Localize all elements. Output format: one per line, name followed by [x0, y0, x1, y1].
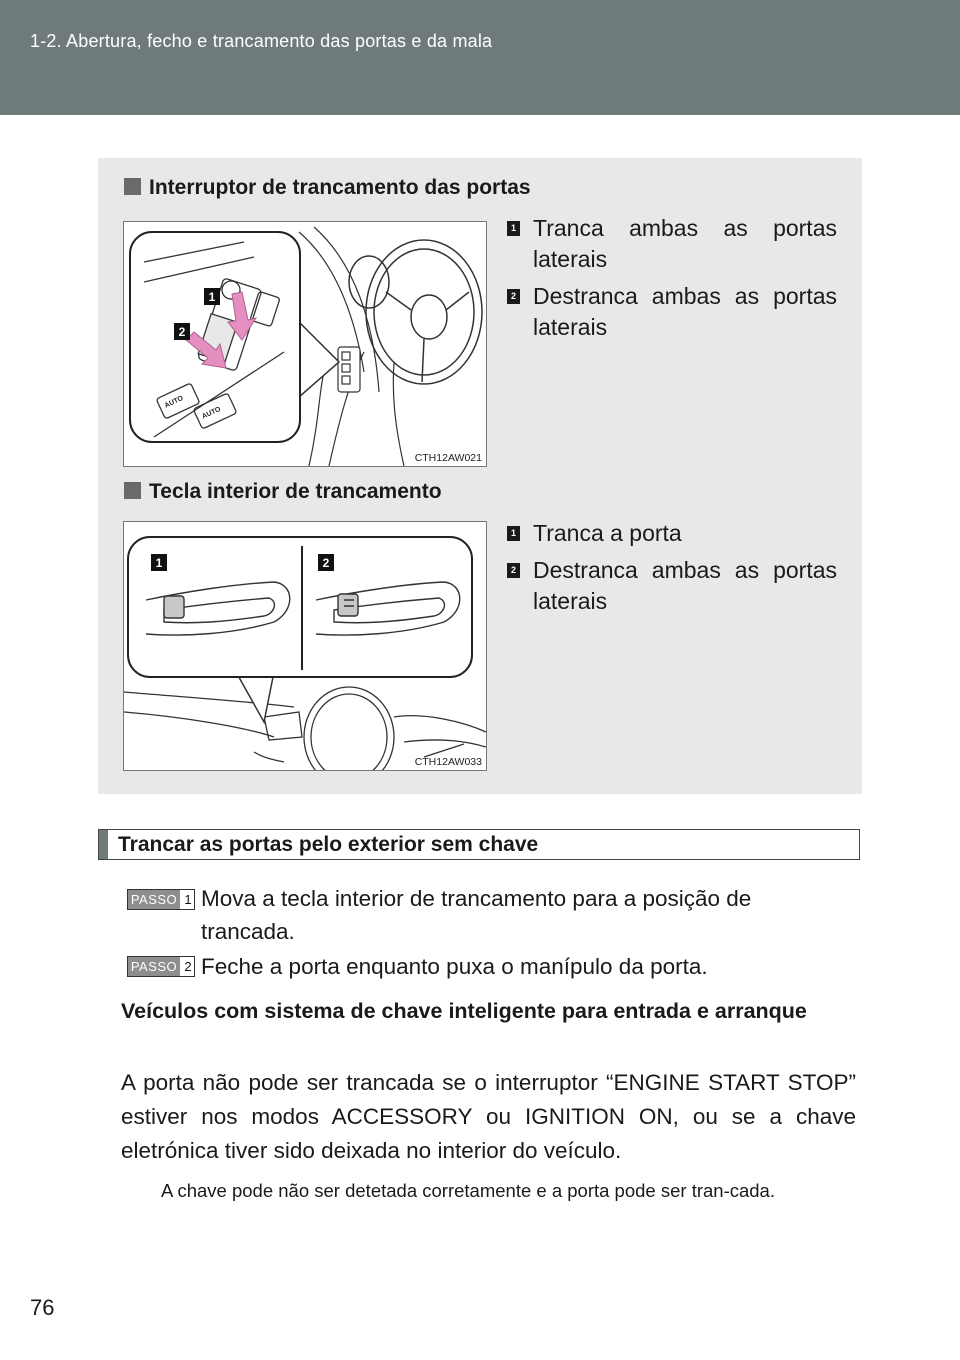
inside-lock-button-figure [123, 521, 487, 771]
figure-code: CTH12AW021 [414, 452, 482, 464]
section-heading-text: Trancar as portas pelo exterior sem chave [118, 833, 539, 856]
section-heading [98, 829, 860, 860]
number-badge: 2 [507, 563, 520, 578]
page-header [0, 0, 960, 115]
legend-item-lock-both [507, 213, 837, 275]
step-text-2: Feche a porta enquanto puxa o manípulo da porta. [201, 954, 708, 979]
square-bullet-icon [124, 178, 141, 195]
legend-item-unlock-both-2 [507, 555, 837, 617]
square-bullet-icon [124, 482, 141, 499]
panel1-heading-text: Interruptor de trancamento das portas [149, 176, 531, 199]
number-badge: 1 [507, 221, 520, 236]
legend-text: Tranca a porta [533, 520, 682, 546]
door-lock-switch-figure [123, 221, 487, 467]
page-number: 76 [30, 1295, 55, 1320]
legend-item-unlock-both [507, 281, 837, 343]
legend-item-lock-door [507, 518, 837, 549]
legend-text: Destranca ambas as portas laterais [533, 283, 837, 340]
number-badge: 2 [507, 289, 520, 304]
auto-label-2: AUTO [201, 405, 222, 421]
figure-code: CTH12AW033 [414, 756, 482, 768]
panel1-heading [124, 176, 531, 200]
door-lock-switch-illustration [124, 222, 486, 466]
callout-2: 2 [322, 556, 330, 570]
inside-lock-button-illustration [124, 522, 486, 770]
step-number: 1 [184, 892, 192, 907]
legend-text: Tranca ambas as portas laterais [533, 215, 837, 272]
step-word: PASSO [128, 890, 180, 909]
body-paragraph: A porta não pode ser trancada se o interruptor “ENGINE START STOP” estiver nos modos ACCESSORY ou IGNITION ON, ou se a chave eletrónica tiver sido deixada no interior do veículo. [121, 1070, 856, 1163]
callout-1: 1 [155, 556, 163, 570]
auto-label-1: AUTO [163, 394, 185, 410]
step-number: 2 [184, 959, 192, 974]
step-word: PASSO [128, 957, 180, 976]
callout-2: 2 [178, 325, 186, 339]
chapter-title: 1-2. Abertura, fecho e trancamento das portas e da mala [30, 31, 493, 51]
legend-text: Destranca ambas as portas laterais [533, 557, 837, 614]
note-paragraph: A chave pode não ser detetada corretamente e a porta pode ser tran-cada. [161, 1180, 775, 1201]
panel2-heading-text: Tecla interior de trancamento [149, 480, 442, 503]
step-badge-1 [127, 889, 195, 910]
smart-key-heading: Veículos com sistema de chave inteligente para entrada e arranque [121, 999, 807, 1023]
step-badge-2 [127, 956, 195, 977]
section-heading-bar [99, 830, 108, 859]
number-badge: 1 [507, 526, 520, 541]
callout-1: 1 [208, 290, 216, 304]
panel2-heading [124, 480, 442, 504]
step-text-1: Mova a tecla interior de trancamento para a posição de trancada. [201, 886, 752, 944]
